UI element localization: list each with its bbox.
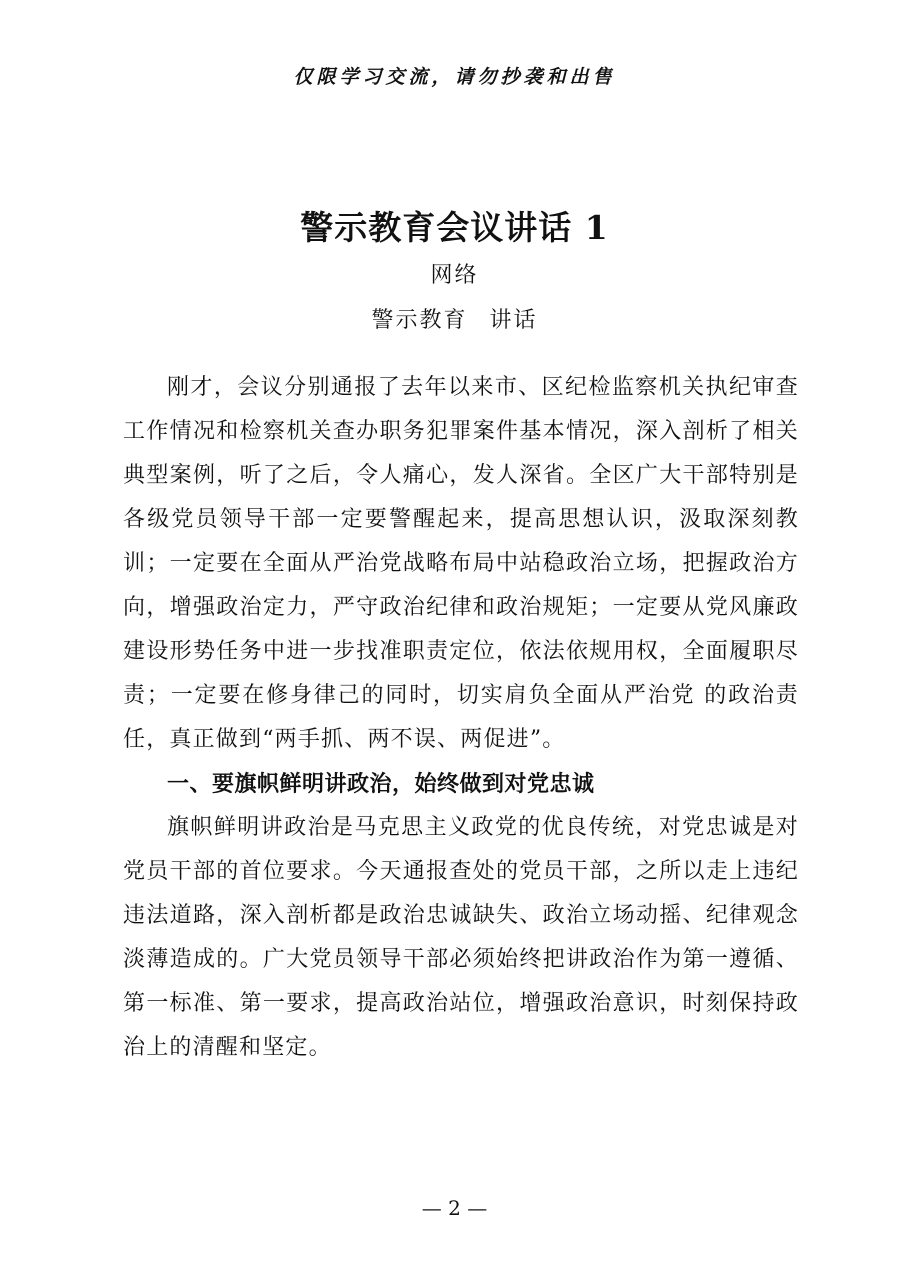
body-paragraph: 刚才，会议分别通报了去年以来市、区纪检监察机关执纪审查工作情况和检察机关查办职务犯罪案件基本情况，深入剖析了相关典型案例，听了之后，令人痛心，发人深省。全区广大干部特别是各级党员领导干部一定要警醒起来，提高思想认识，汲取深刻教训；一定要在全面从严治党战略布局中站稳政治立场，把握政治方向，增强政治定力，严守政治纪律和政治规矩；一定要从党风廉政建设形势任务中进一步找准职责定位，依法依规用权，全面履职尽责；一定要在修身律己的同时，切实肩负全面从严治党 的政治责任，真正做到“两手抓、两不误、两促进”。 bbox=[123, 375, 799, 752]
section-heading: 一、要旗帜鲜明讲政治，始终做到对党忠诚 bbox=[167, 771, 595, 797]
document-title: 警示教育会议讲话 1 bbox=[300, 208, 609, 247]
document-keywords bbox=[0, 303, 909, 334]
body-paragraph: 旗帜鲜明讲政治是马克思主义政党的优良传统，对党忠诚是对党员干部的首位要求。今天通报查处的党员干部，之所以走上违纪违法道路，深入剖析都是政治忠诚缺失、政治立场动摇、纪律观念淡薄造成的。广大党员领导干部必须始终把讲政治作为第一遵循、第一标准、第一要求，提高政治站位，增强政治意识，时刻保持政治上的清醒和坚定。 bbox=[123, 815, 799, 1060]
keyword: 讲话 bbox=[489, 308, 538, 333]
document-body bbox=[123, 366, 799, 1070]
copyright-notice: 仅限学习交流，请勿抄袭和出售 bbox=[293, 66, 616, 88]
document-source: 网络 bbox=[430, 263, 479, 288]
keyword: 警示教育 bbox=[371, 308, 468, 333]
page-number: — 2 — bbox=[421, 1196, 488, 1220]
